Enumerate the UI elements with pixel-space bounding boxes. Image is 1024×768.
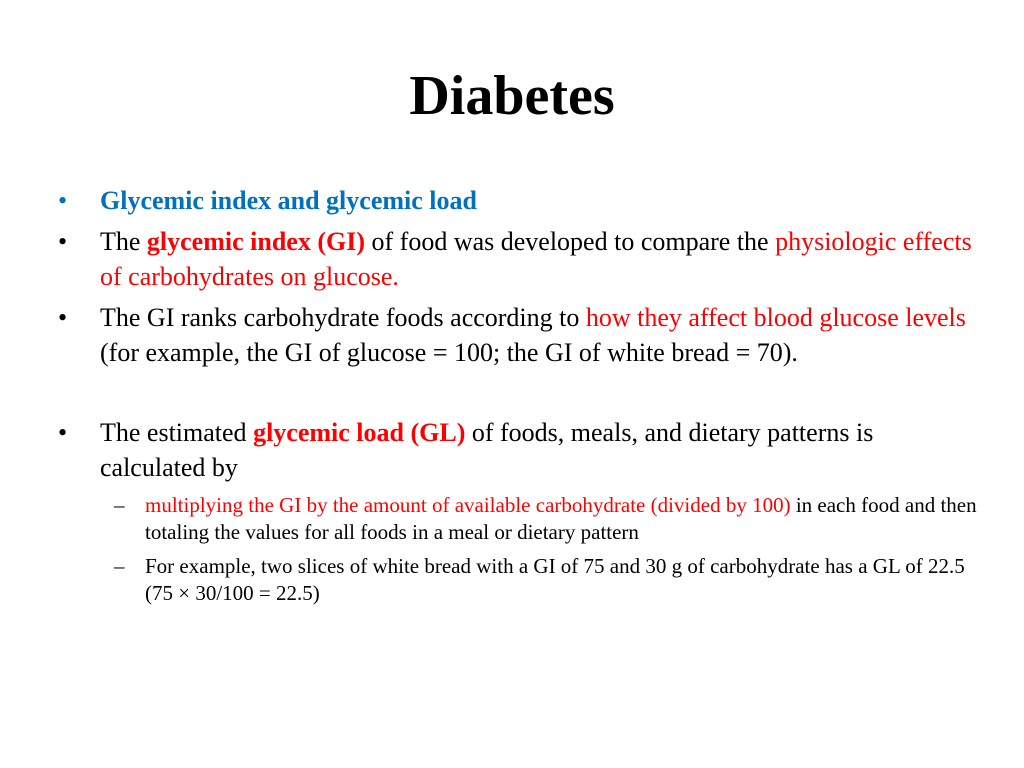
bullet-text: of foods, meals, and dietary patterns is calculated by — [100, 418, 874, 482]
bullet-marker: • — [58, 186, 68, 215]
slide-content — [58, 183, 978, 607]
bullet-text: of food was developed to compare the — [365, 227, 776, 256]
bullet-text: The — [100, 227, 147, 256]
sub-bullet-marker: – — [114, 554, 125, 578]
bullet-text: (for example, the GI of glucose = 100; the GI of white bread = 70). — [100, 338, 798, 367]
sub-bullet-text: in each food and then totaling the values for all foods in a meal or dietary pattern — [145, 493, 977, 544]
term-glycemic-load: glycemic load (GL) — [253, 418, 466, 447]
bullet-marker: • — [58, 227, 68, 256]
term-glycemic-index: glycemic index (GI) — [146, 227, 365, 256]
bullet-marker: • — [58, 418, 68, 447]
sub-bullet-item — [58, 553, 978, 607]
bullet-item — [58, 415, 978, 485]
sub-bullet-marker: – — [114, 493, 125, 517]
highlight-text: how they affect blood glucose levels — [585, 303, 966, 332]
sub-bullet-text: For example, two slices of white bread with a GI of 75 and 30 g of carbohydrate has a GL of 22.5 (75 × 30/100 = 22.5) — [145, 554, 965, 605]
highlight-text: multiplying the GI by the amount of available carbohydrate (divided by 100) — [145, 493, 791, 517]
bullet-item — [58, 183, 978, 218]
bullet-text: The GI ranks carbohydrate foods according to — [100, 303, 586, 332]
highlight-text: physiologic effects of carbohydrates on glucose. — [100, 227, 972, 291]
bullet-text: The estimated — [100, 418, 254, 447]
slide-title: Diabetes — [409, 65, 615, 127]
bullet-marker: • — [58, 303, 68, 332]
sub-bullet-item — [58, 492, 978, 546]
bullet-item — [58, 300, 978, 370]
bullet-heading: Glycemic index and glycemic load — [100, 186, 477, 215]
bullet-item — [58, 224, 978, 294]
